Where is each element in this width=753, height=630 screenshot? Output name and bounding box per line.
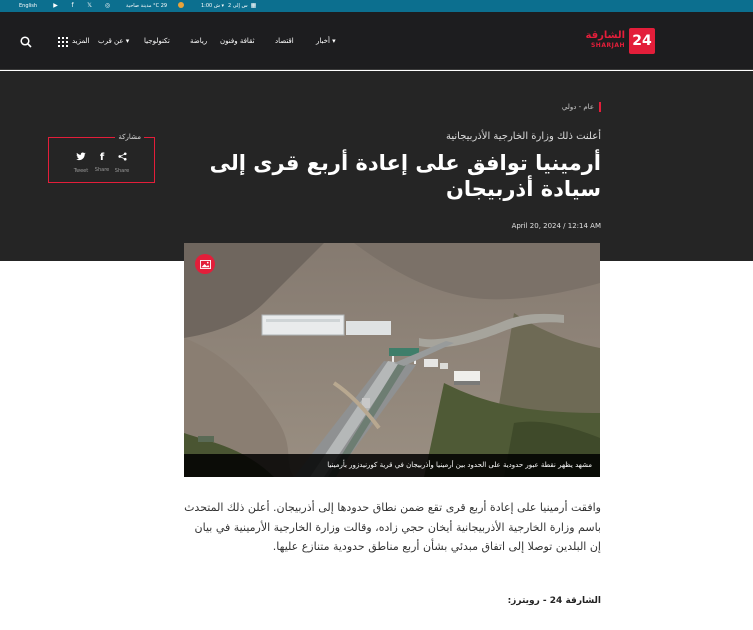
weather-readout: مدينة صاحية °C 29 [126,3,168,9]
time-label: 2 س إلى [228,3,248,9]
calendar-icon: ▦ [250,2,257,9]
menu-technology[interactable]: تكنولوجيا [144,37,170,45]
twitter-icon [70,152,92,165]
grid-menu-icon[interactable] [58,37,68,47]
share-panel [48,133,155,183]
facebook-icon[interactable]: f [71,2,74,9]
language-link[interactable]: English [19,3,38,9]
article-subtitle: أعلنت ذلك وزارة الخارجية الأذربيجانية [446,131,601,142]
facebook-icon: f [99,152,105,163]
time-dropdown[interactable]: ش 1:00 ▾ [201,3,225,9]
logo-text [586,31,625,51]
breadcrumb[interactable]: عام - دولي [562,102,601,112]
instagram-icon[interactable]: ◎ [104,2,111,9]
article-title: أرمينيا توافق على إعادة أربع قرى إلى سيادة أذربيجان [209,151,601,201]
youtube-icon[interactable]: ▶ [53,2,58,9]
menu-close-up[interactable] [98,37,129,45]
article-body: وافقت أرمينيا على إعادة أربع قرى تقع ضمن نطاق حدودها إلى أذربيجان. أعلن ذلك المتحدث باسم وزارة الخارجية الأذربيجانية أيخان حجي زاده، وقالت وزارة الخارجية الأرمينية في بيان إن البلدين توصلا إلى اتفاق مبدئي بشأن أربع مناطق حدودية متنازع عليها. [184,501,601,553]
share-item-label: Share [114,168,130,174]
search-icon[interactable] [20,36,32,48]
chevron-down-icon: ▾ [332,37,336,45]
prayer-icon [178,2,184,11]
logo-number: 24 [629,28,655,54]
menu-more[interactable]: المزيد [72,37,90,45]
twitter-share-button[interactable] [70,152,92,174]
border-crossing-photo [184,243,600,477]
menu-news[interactable] [316,37,336,45]
share-item-label: Share [94,167,110,173]
menu-news-label: أخبار [316,37,330,45]
menu-close-up-label: عن قرب [98,37,124,45]
site-logo[interactable] [586,28,655,54]
top-utility-bar [0,0,753,12]
menu-culture[interactable]: ثقافة وفنون [220,37,255,45]
time-dropdown-value: ش 1:00 [201,3,220,9]
share-label: مشاركة [115,133,144,142]
image-caption: مشهد يظهر نقطة عبور حدودية على الحدود بين أرمينيا وأذربيجان في قرية كورنيدزور بأرمينيا [184,454,600,477]
x-icon[interactable]: 𝕏 [87,2,92,9]
menu-sports[interactable]: رياضة [190,37,208,45]
menu-economy[interactable]: اقتصاد [275,37,294,45]
logo-english: SHARJAH [590,42,625,49]
article-date: April 20, 2024 / 12:14 AM [511,222,601,230]
share-item-label: Tweet [73,168,89,174]
gallery-icon[interactable] [195,254,215,274]
share-button[interactable] [111,152,133,174]
facebook-share-button[interactable] [91,152,113,173]
logo-arabic: الشارقة [585,30,625,41]
article-source: الشارقة 24 - رويترز: [507,596,601,606]
article-image[interactable] [184,243,600,477]
main-navigation [0,12,753,70]
share-icon [111,152,133,165]
chevron-down-icon: ▾ [125,37,130,45]
